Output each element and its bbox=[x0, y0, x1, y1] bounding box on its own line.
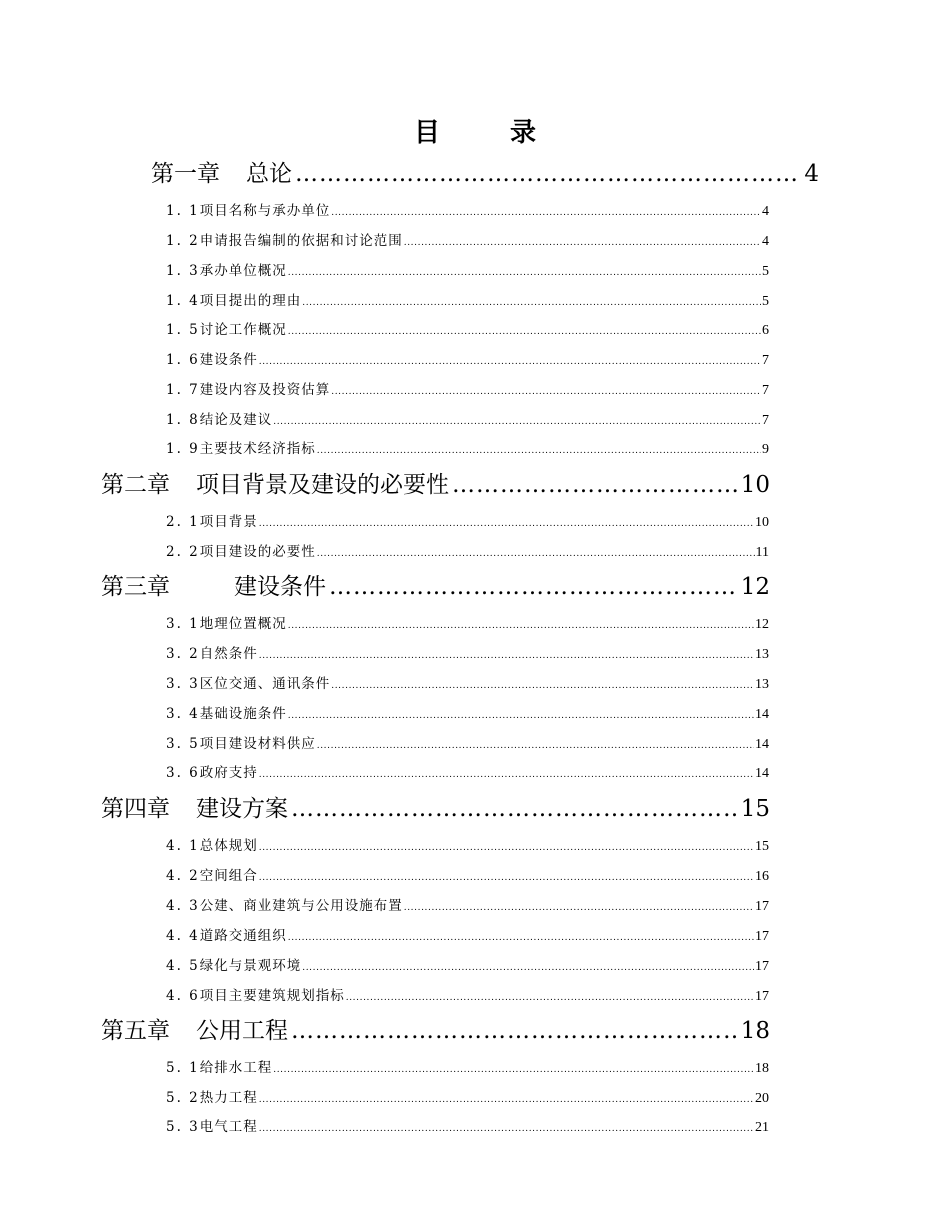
entry-number: 3. 6 bbox=[166, 765, 200, 781]
entry-title: 讨论工作概况 bbox=[199, 322, 287, 338]
entry-page: 14 bbox=[755, 766, 769, 781]
entry-page: 17 bbox=[755, 959, 769, 974]
entry-title: 给排水工程 bbox=[199, 1060, 273, 1076]
toc-entry-5-3[interactable] bbox=[166, 1115, 769, 1135]
toc-chapter-3[interactable] bbox=[101, 568, 770, 600]
chapter-title: 总论 bbox=[246, 161, 292, 187]
entry-title: 承办单位概况 bbox=[199, 263, 287, 279]
entry-page: 13 bbox=[755, 647, 769, 662]
toc-entry-3-5[interactable] bbox=[166, 732, 769, 752]
toc-entry-3-2[interactable] bbox=[166, 642, 769, 662]
entry-number: 4. 1 bbox=[166, 838, 200, 854]
entry-title: 电气工程 bbox=[199, 1119, 258, 1135]
entry-number: 3. 4 bbox=[166, 706, 200, 722]
entry-title: 建设条件 bbox=[199, 352, 258, 368]
toc-chapter-2[interactable] bbox=[101, 466, 770, 498]
toc-entry-3-6[interactable] bbox=[166, 761, 769, 781]
entry-page: 17 bbox=[755, 899, 769, 914]
entry-title: 绿化与景观环境 bbox=[199, 958, 302, 974]
toc-chapter-1[interactable] bbox=[151, 155, 819, 187]
entry-title: 项目主要建筑规划指标 bbox=[199, 988, 345, 1004]
entry-title: 项目提出的理由 bbox=[199, 293, 302, 309]
toc-entry-1-3[interactable] bbox=[166, 259, 769, 279]
toc-entry-1-5[interactable] bbox=[166, 318, 769, 338]
toc-entry-1-9[interactable] bbox=[166, 437, 769, 457]
entry-title: 申请报告编制的依据和讨论范围 bbox=[199, 233, 403, 249]
entry-page: 14 bbox=[755, 737, 769, 752]
entry-title: 道路交通组织 bbox=[199, 928, 287, 944]
entry-number: 1. 3 bbox=[166, 263, 200, 279]
entry-title: 热力工程 bbox=[199, 1090, 258, 1106]
entry-page: 12 bbox=[755, 617, 769, 632]
chapter-page: 15 bbox=[740, 796, 770, 822]
toc-title bbox=[0, 112, 950, 149]
entry-page: 17 bbox=[755, 929, 769, 944]
entry-page: 14 bbox=[755, 707, 769, 722]
entry-number: 4. 2 bbox=[166, 868, 200, 884]
entry-number: 3. 3 bbox=[166, 676, 200, 692]
entry-page: 7 bbox=[762, 413, 769, 428]
toc-entry-5-2[interactable] bbox=[166, 1086, 769, 1106]
toc-entry-1-2[interactable] bbox=[166, 229, 769, 249]
entry-page: 9 bbox=[762, 442, 769, 457]
toc-title-char-2: 录 bbox=[510, 118, 537, 148]
entry-title: 项目建设材料供应 bbox=[199, 736, 316, 752]
entry-title: 总体规划 bbox=[199, 838, 258, 854]
entry-number: 4. 3 bbox=[166, 898, 200, 914]
entry-page: 21 bbox=[755, 1120, 769, 1135]
entry-number: 1. 9 bbox=[166, 441, 200, 457]
entry-number: 5. 1 bbox=[166, 1060, 200, 1076]
entry-number: 1. 2 bbox=[166, 233, 200, 249]
entry-number: 3. 5 bbox=[166, 736, 200, 752]
chapter-title: 项目背景及建设的必要性 bbox=[196, 472, 449, 498]
entry-title: 地理位置概况 bbox=[199, 616, 287, 632]
entry-page: 17 bbox=[755, 989, 769, 1004]
chapter-page: 18 bbox=[740, 1018, 770, 1044]
toc-entry-1-4[interactable] bbox=[166, 289, 769, 309]
entry-number: 1. 1 bbox=[166, 203, 200, 219]
entry-page: 4 bbox=[762, 204, 769, 219]
toc-entry-1-6[interactable] bbox=[166, 348, 769, 368]
toc-entry-2-1[interactable] bbox=[166, 510, 769, 530]
toc-entry-1-7[interactable] bbox=[166, 378, 769, 398]
toc-entry-4-4[interactable] bbox=[166, 924, 769, 944]
entry-page: 18 bbox=[755, 1061, 769, 1076]
chapter-page: 4 bbox=[804, 161, 819, 187]
entry-number: 5. 2 bbox=[166, 1090, 200, 1106]
entry-number: 5. 3 bbox=[166, 1119, 200, 1135]
entry-page: 13 bbox=[755, 677, 769, 692]
entry-page: 15 bbox=[755, 839, 769, 854]
chapter-title: 建设方案 bbox=[196, 796, 288, 822]
entry-title: 建设内容及投资估算 bbox=[199, 382, 331, 398]
toc-chapter-5[interactable] bbox=[101, 1012, 770, 1044]
entry-number: 3. 2 bbox=[166, 646, 200, 662]
entry-number: 1. 6 bbox=[166, 352, 200, 368]
toc-entry-1-8[interactable] bbox=[166, 408, 769, 428]
toc-entry-3-4[interactable] bbox=[166, 702, 769, 722]
entry-title: 项目建设的必要性 bbox=[199, 544, 316, 560]
toc-entry-4-5[interactable] bbox=[166, 954, 769, 974]
entry-page: 11 bbox=[755, 545, 769, 560]
toc-chapter-4[interactable] bbox=[101, 790, 770, 822]
entry-number: 1. 8 bbox=[166, 412, 200, 428]
entry-number: 3. 1 bbox=[166, 616, 200, 632]
chapter-title: 建设条件 bbox=[234, 574, 326, 600]
entry-number: 4. 5 bbox=[166, 958, 200, 974]
entry-title: 空间组合 bbox=[199, 868, 258, 884]
entry-page: 4 bbox=[762, 234, 769, 249]
toc-entry-4-3[interactable] bbox=[166, 894, 769, 914]
entry-title: 项目背景 bbox=[199, 514, 258, 530]
entry-page: 7 bbox=[762, 383, 769, 398]
chapter-number: 第五章 bbox=[101, 1018, 170, 1044]
chapter-page: 10 bbox=[740, 472, 770, 498]
entry-page: 20 bbox=[755, 1091, 769, 1106]
chapter-title: 公用工程 bbox=[196, 1018, 288, 1044]
entry-title: 政府支持 bbox=[199, 765, 258, 781]
chapter-number: 第四章 bbox=[101, 796, 170, 822]
entry-page: 7 bbox=[762, 353, 769, 368]
toc-entry-3-3[interactable] bbox=[166, 672, 769, 692]
entry-page: 5 bbox=[762, 264, 769, 279]
chapter-number: 第一章 bbox=[151, 161, 220, 187]
entry-number: 2. 1 bbox=[166, 514, 200, 530]
entry-title: 基础设施条件 bbox=[199, 706, 287, 722]
toc-entry-4-6[interactable] bbox=[166, 984, 769, 1004]
entry-number: 1. 5 bbox=[166, 322, 200, 338]
entry-number: 1. 4 bbox=[166, 293, 200, 309]
toc-entry-4-1[interactable] bbox=[166, 834, 769, 854]
entry-title: 结论及建议 bbox=[199, 412, 273, 428]
toc-entry-4-2[interactable] bbox=[166, 864, 769, 884]
entry-number: 1. 7 bbox=[166, 382, 200, 398]
entry-page: 5 bbox=[762, 294, 769, 309]
entry-page: 10 bbox=[755, 515, 769, 530]
entry-title: 自然条件 bbox=[199, 646, 258, 662]
entry-page: 6 bbox=[762, 323, 769, 338]
entry-number: 4. 6 bbox=[166, 988, 200, 1004]
chapter-number: 第三章 bbox=[101, 574, 170, 600]
entry-title: 主要技术经济指标 bbox=[199, 441, 316, 457]
toc-entry-5-1[interactable] bbox=[166, 1056, 769, 1076]
toc-entry-1-1[interactable] bbox=[166, 199, 769, 219]
toc-title-char-1: 目 bbox=[413, 118, 440, 148]
toc-entry-2-2[interactable] bbox=[166, 540, 769, 560]
toc-entry-3-1[interactable] bbox=[166, 612, 769, 632]
entry-page: 16 bbox=[755, 869, 769, 884]
entry-title: 区位交通、通讯条件 bbox=[199, 676, 331, 692]
chapter-number: 第二章 bbox=[101, 472, 170, 498]
chapter-page: 12 bbox=[740, 574, 770, 600]
entry-number: 2. 2 bbox=[166, 544, 200, 560]
entry-number: 4. 4 bbox=[166, 928, 200, 944]
entry-title: 项目名称与承办单位 bbox=[199, 203, 331, 219]
entry-title: 公建、商业建筑与公用设施布置 bbox=[199, 898, 403, 914]
